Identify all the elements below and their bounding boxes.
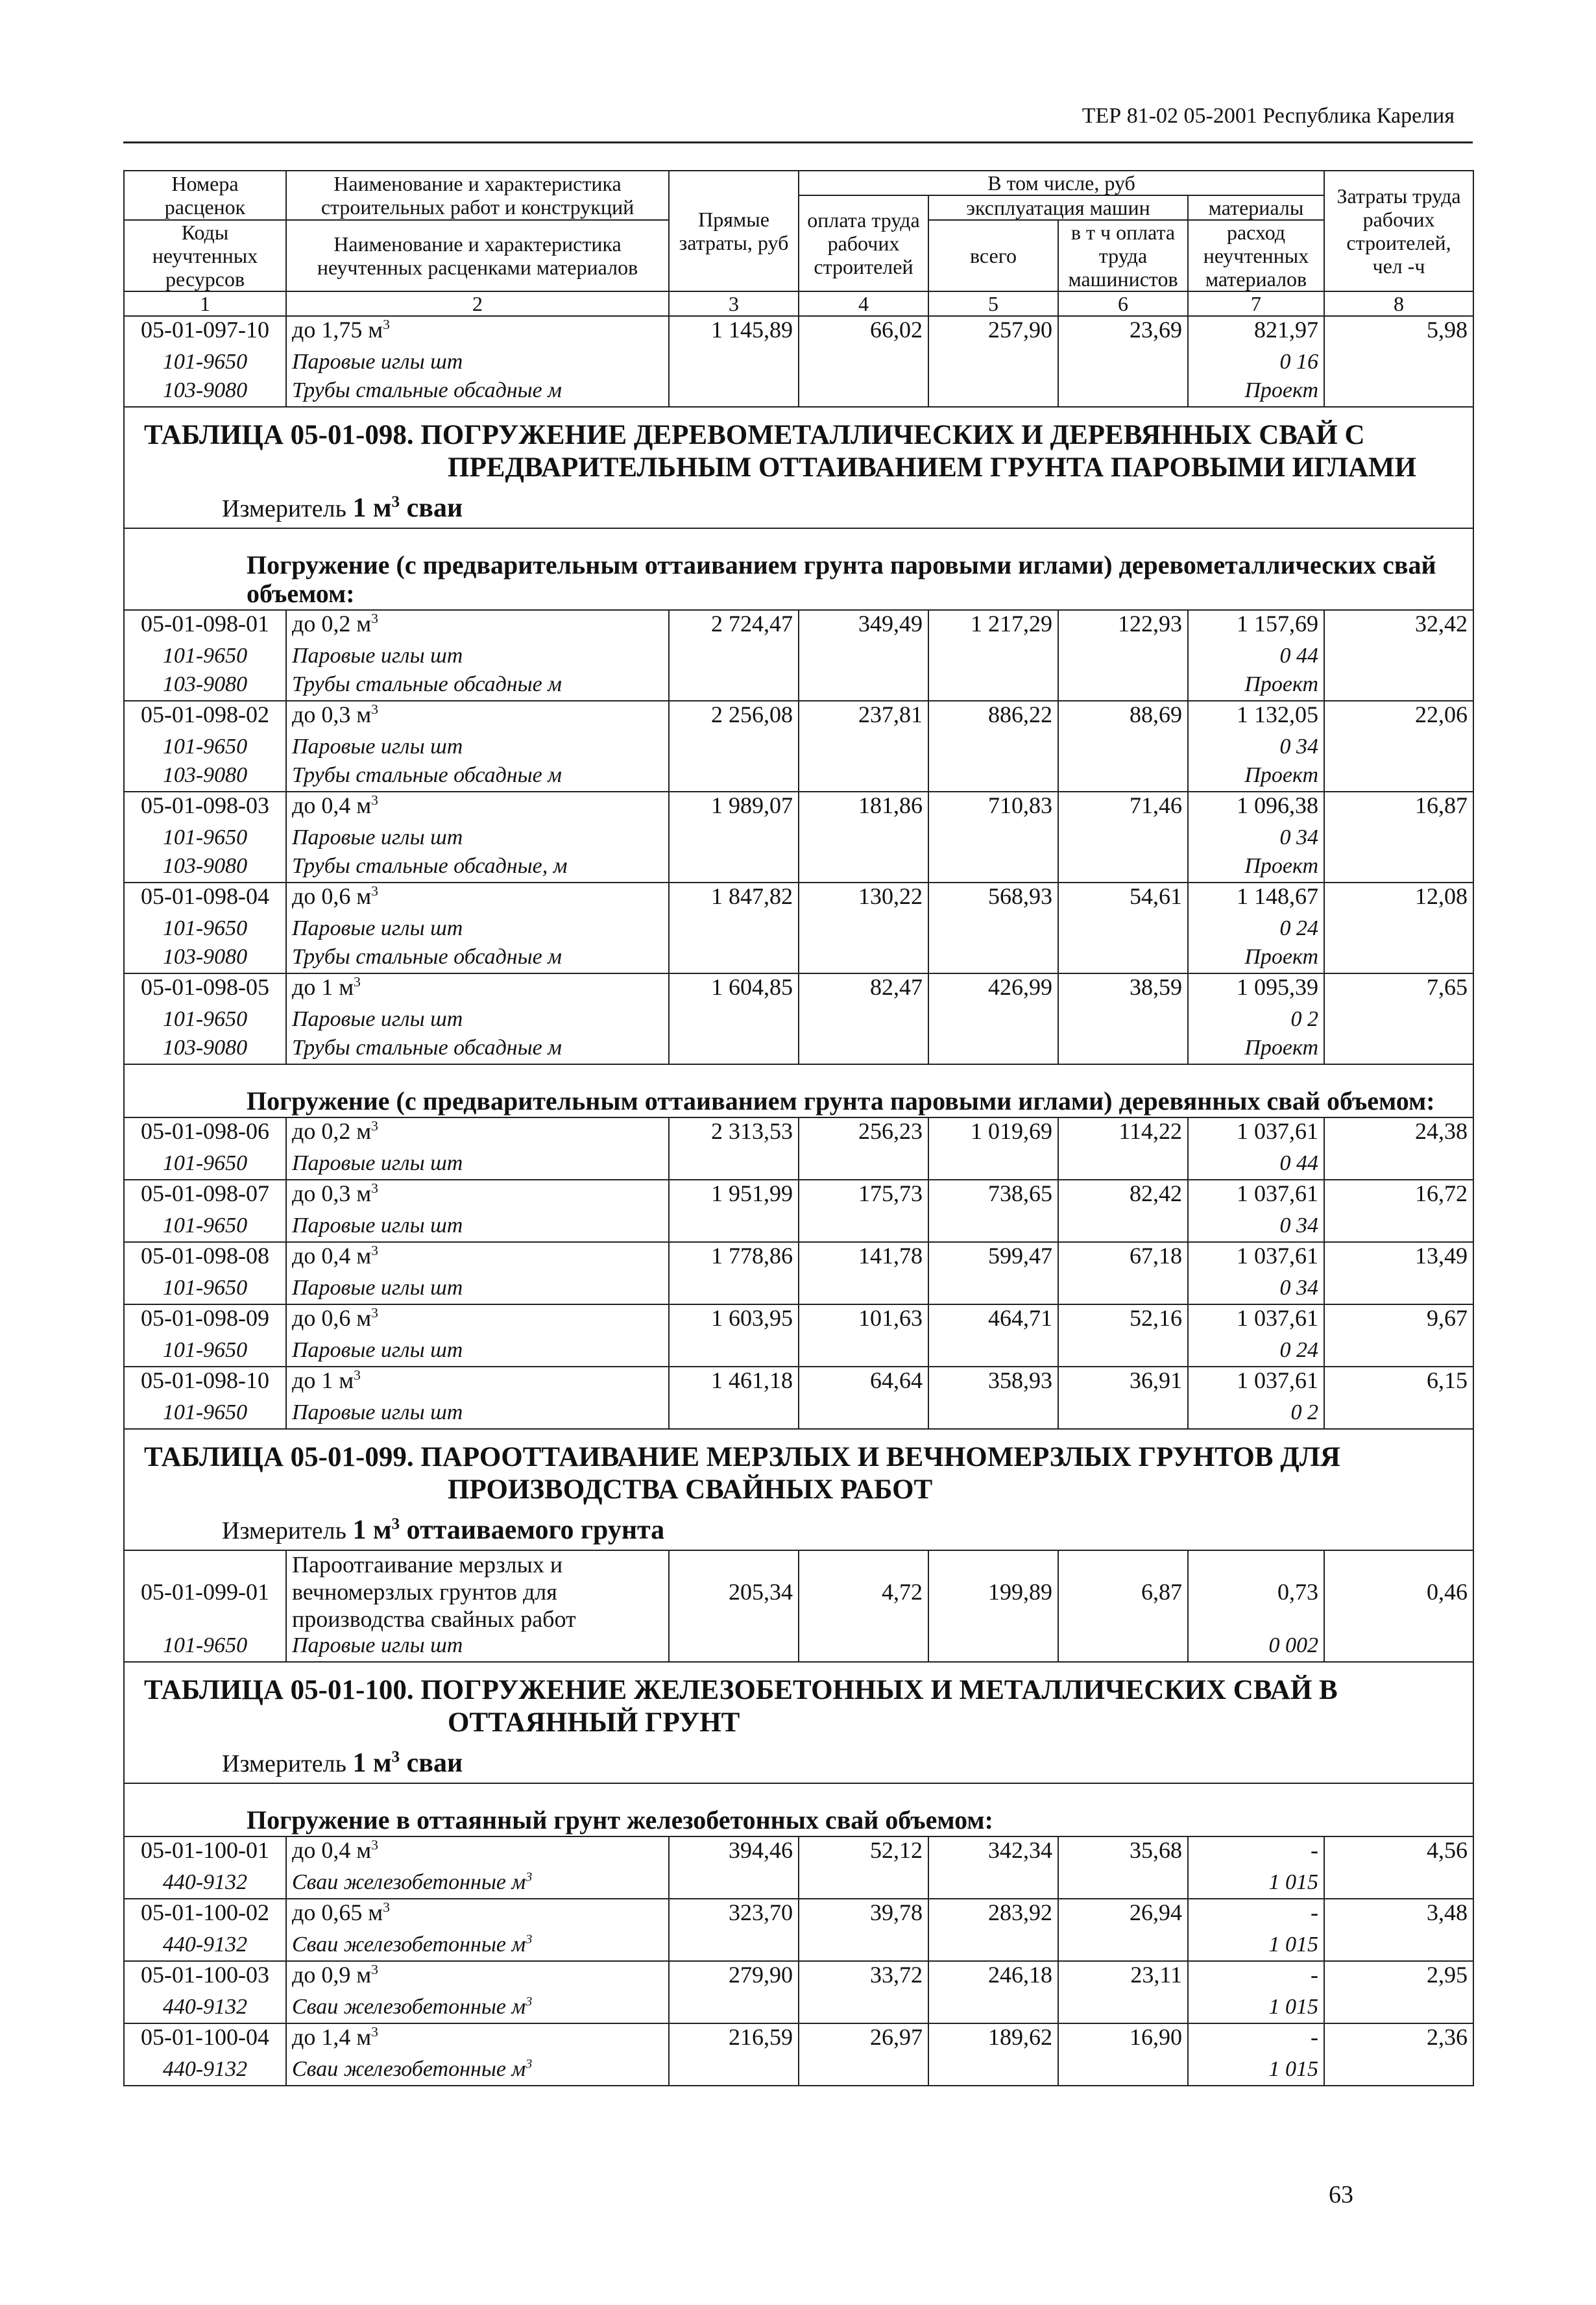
- direct-cost: 279,90: [669, 1961, 799, 1994]
- material-cost: 1 037,61: [1188, 1367, 1324, 1400]
- resource-row: [124, 1633, 1473, 1662]
- material-cost: 1 037,61: [1188, 1242, 1324, 1275]
- resource-use: 1 015: [1188, 1870, 1324, 1899]
- machine-pay: 16,90: [1058, 2023, 1188, 2056]
- material-cost: -: [1188, 2023, 1324, 2056]
- material-cost: 1 132,05: [1188, 701, 1324, 734]
- resource-row: [124, 825, 1473, 853]
- rate-code: 05-01-100-03: [124, 1961, 286, 1994]
- rate-name: Пароотгаивание мерзлых и вечномерзлых грунтов для производства свайных работ: [286, 1550, 669, 1633]
- col-num: 3: [669, 291, 799, 316]
- price-table-sheet: [123, 170, 1473, 2086]
- group-title: Погружение (с предварительным оттаиванием грунта паровыми иглами) деревянных свай объемом:: [124, 1064, 1473, 1117]
- table-row: [124, 610, 1473, 643]
- labor-hours: 13,49: [1324, 1242, 1473, 1275]
- resource-row: [124, 1400, 1473, 1429]
- table-row: [124, 2023, 1473, 2056]
- resource-name: Трубы стальные обсадные м: [286, 762, 669, 792]
- rate-name: до 0,3 $м^3$: [286, 1180, 669, 1213]
- table-row: [124, 1180, 1473, 1213]
- machine-cost: 257,90: [928, 316, 1058, 349]
- direct-cost: 1 951,99: [669, 1180, 799, 1213]
- machine-pay: 23,11: [1058, 1961, 1188, 1994]
- table-row: [124, 1117, 1473, 1151]
- rate-name: до 0,4 $м^3$: [286, 792, 669, 825]
- table-row: [124, 316, 1473, 349]
- machine-pay: 35,68: [1058, 1836, 1188, 1870]
- rate-name: до 0,2 $м^3$: [286, 610, 669, 643]
- labor-pay: 130,22: [799, 883, 928, 916]
- resource-name: Паровые иглы шт: [286, 643, 669, 672]
- resource-name: Паровые иглы шт: [286, 916, 669, 944]
- table-row: [124, 1242, 1473, 1275]
- rate-code: 05-01-098-09: [124, 1304, 286, 1337]
- resource-use: 0 44: [1188, 643, 1324, 672]
- resource-row: [124, 1275, 1473, 1304]
- resource-row: [124, 1337, 1473, 1367]
- machine-pay: 38,59: [1058, 973, 1188, 1006]
- labor-hours: 5,98: [1324, 316, 1473, 349]
- resource-code: 101-9650: [124, 1006, 286, 1035]
- resource-code: 440-9132: [124, 1870, 286, 1899]
- col-num: 4: [799, 291, 928, 316]
- machine-pay: 23,69: [1058, 316, 1188, 349]
- resource-name: Трубы стальные обсадные, м: [286, 853, 669, 883]
- resource-row: [124, 2056, 1473, 2086]
- resource-name: Сваи железобетонные $м^3$: [286, 1932, 669, 1961]
- labor-pay: 101,63: [799, 1304, 928, 1337]
- table-row: [124, 792, 1473, 825]
- resource-code: 103-9080: [124, 672, 286, 701]
- rate-code: 05-01-098-10: [124, 1367, 286, 1400]
- col-header-mat-use: расход неучтенных материалов: [1188, 220, 1324, 291]
- section-title-line2: ПРОИЗВОДСТВА СВАЙНЫХ РАБОТ: [448, 1474, 933, 1505]
- direct-cost: 205,34: [669, 1550, 799, 1633]
- direct-cost: 1 145,89: [669, 316, 799, 349]
- direct-cost: 394,46: [669, 1836, 799, 1870]
- labor-pay: 64,64: [799, 1367, 928, 1400]
- table-row: [124, 1899, 1473, 1932]
- resource-code: 101-9650: [124, 1213, 286, 1242]
- rate-code: 05-01-098-05: [124, 973, 286, 1006]
- labor-hours: 12,08: [1324, 883, 1473, 916]
- col-header-mach: эксплуатация машин: [928, 195, 1188, 220]
- labor-pay: 33,72: [799, 1961, 928, 1994]
- resource-code: 101-9650: [124, 825, 286, 853]
- labor-hours: 16,72: [1324, 1180, 1473, 1213]
- rate-name: до 1 $м^3$: [286, 973, 669, 1006]
- labor-pay: 256,23: [799, 1117, 928, 1151]
- resource-name: Паровые иглы шт: [286, 1337, 669, 1367]
- resource-row: [124, 349, 1473, 378]
- machine-cost: 199,89: [928, 1550, 1058, 1633]
- col-header-labor: Затраты труда рабочих строителей, чел -ч: [1324, 171, 1473, 291]
- price-table: [123, 170, 1474, 2086]
- rate-code: 05-01-098-02: [124, 701, 286, 734]
- resource-row: [124, 762, 1473, 792]
- labor-pay: 175,73: [799, 1180, 928, 1213]
- labor-pay: 237,81: [799, 701, 928, 734]
- direct-cost: 2 256,08: [669, 701, 799, 734]
- col-header-pay: оплата труда рабочих строителей: [799, 195, 928, 291]
- labor-pay: 4,72: [799, 1550, 928, 1633]
- labor-hours: 2,95: [1324, 1961, 1473, 1994]
- machine-pay: 67,18: [1058, 1242, 1188, 1275]
- machine-cost: 426,99: [928, 973, 1058, 1006]
- col-num: 8: [1324, 291, 1473, 316]
- machine-cost: 710,83: [928, 792, 1058, 825]
- resource-name: Паровые иглы шт: [286, 1151, 669, 1180]
- col-num: 6: [1058, 291, 1188, 316]
- machine-pay: 54,61: [1058, 883, 1188, 916]
- resource-row: [124, 1151, 1473, 1180]
- material-cost: 1 037,61: [1188, 1117, 1324, 1151]
- resource-code: 101-9650: [124, 1151, 286, 1180]
- resource-code: 101-9650: [124, 1337, 286, 1367]
- rate-name: до 0,9 $м^3$: [286, 1961, 669, 1994]
- machine-cost: 246,18: [928, 1961, 1058, 1994]
- material-cost: 1 157,69: [1188, 610, 1324, 643]
- material-cost: -: [1188, 1899, 1324, 1932]
- resource-use: Проект: [1188, 672, 1324, 701]
- table-row: [124, 1961, 1473, 1994]
- unit-of-measure: Измеритель 1 $м^3$ сваи: [222, 493, 463, 523]
- resource-name: Трубы стальные обсадные м: [286, 378, 669, 407]
- resource-code: 103-9080: [124, 762, 286, 792]
- resource-code: 101-9650: [124, 1400, 286, 1429]
- rate-code: 05-01-100-02: [124, 1899, 286, 1932]
- rate-name: до 0,4 $м^3$: [286, 1242, 669, 1275]
- machine-pay: 82,42: [1058, 1180, 1188, 1213]
- col-header-mach-pay: в т ч оплата труда машинистов: [1058, 220, 1188, 291]
- resource-code: 440-9132: [124, 2056, 286, 2086]
- resource-row: [124, 378, 1473, 407]
- direct-cost: 1 778,86: [669, 1242, 799, 1275]
- machine-cost: 568,93: [928, 883, 1058, 916]
- resource-use: 0 2: [1188, 1400, 1324, 1429]
- material-cost: 1 096,38: [1188, 792, 1324, 825]
- resource-code: 101-9650: [124, 734, 286, 762]
- labor-hours: 0,46: [1324, 1550, 1473, 1633]
- rate-code: 05-01-100-01: [124, 1836, 286, 1870]
- resource-use: 0 2: [1188, 1006, 1324, 1035]
- resource-name: Паровые иглы шт: [286, 825, 669, 853]
- resource-name: Сваи железобетонные $м^3$: [286, 1994, 669, 2023]
- resource-row: [124, 944, 1473, 973]
- resource-name: Трубы стальные обсадные м: [286, 1035, 669, 1064]
- rate-code: 05-01-098-01: [124, 610, 286, 643]
- resource-name: Паровые иглы шт: [286, 1633, 669, 1662]
- machine-pay: 6,87: [1058, 1550, 1188, 1633]
- rate-code: 05-01-098-08: [124, 1242, 286, 1275]
- direct-cost: 2 313,53: [669, 1117, 799, 1151]
- resource-use: 1 015: [1188, 1994, 1324, 2023]
- col-header-mach-all: всего: [928, 220, 1058, 291]
- labor-pay: 141,78: [799, 1242, 928, 1275]
- resource-code: 101-9650: [124, 349, 286, 378]
- col-num: 5: [928, 291, 1058, 316]
- machine-pay: 36,91: [1058, 1367, 1188, 1400]
- resource-use: Проект: [1188, 762, 1324, 792]
- resource-name: Сваи железобетонные $м^3$: [286, 2056, 669, 2086]
- column-numbers-row: [124, 291, 1473, 316]
- machine-pay: 114,22: [1058, 1117, 1188, 1151]
- labor-hours: 6,15: [1324, 1367, 1473, 1400]
- rate-name: до 0,6 $м^3$: [286, 1304, 669, 1337]
- rate-name: до 1,75 $м^3$: [286, 316, 669, 349]
- resource-row: [124, 643, 1473, 672]
- rate-code: 05-01-099-01: [124, 1550, 286, 1633]
- resource-row: [124, 1213, 1473, 1242]
- table-row: [124, 1367, 1473, 1400]
- material-cost: 0,73: [1188, 1550, 1324, 1633]
- resource-name: Паровые иглы шт: [286, 1275, 669, 1304]
- material-cost: 1 148,67: [1188, 883, 1324, 916]
- resource-use: 0 24: [1188, 916, 1324, 944]
- rate-name: до 0,6 $м^3$: [286, 883, 669, 916]
- resource-use: 0 16: [1188, 349, 1324, 378]
- document-header: ТЕР 81-02 05-2001 Республика Карелия: [1082, 104, 1455, 128]
- machine-cost: 358,93: [928, 1367, 1058, 1400]
- machine-cost: 464,71: [928, 1304, 1058, 1337]
- group-title: Погружение в оттаянный грунт железобетонных свай объемом:: [124, 1783, 1473, 1836]
- rate-name: до 0,4 $м^3$: [286, 1836, 669, 1870]
- labor-hours: 16,87: [1324, 792, 1473, 825]
- material-cost: 821,97: [1188, 316, 1324, 349]
- section-title-line1: ТАБЛИЦА 05-01-100. ПОГРУЖЕНИЕ ЖЕЛЕЗОБЕТОННЫХ И МЕТАЛЛИЧЕСКИХ СВАЙ В: [144, 1675, 1338, 1705]
- resource-row: [124, 1994, 1473, 2023]
- labor-pay: 52,12: [799, 1836, 928, 1870]
- labor-pay: 66,02: [799, 316, 928, 349]
- resource-code: 101-9650: [124, 1275, 286, 1304]
- resource-code: 103-9080: [124, 944, 286, 973]
- direct-cost: 2 724,47: [669, 610, 799, 643]
- material-cost: 1 037,61: [1188, 1180, 1324, 1213]
- table-row: [124, 973, 1473, 1006]
- direct-cost: 1 989,07: [669, 792, 799, 825]
- machine-pay: 88,69: [1058, 701, 1188, 734]
- rate-code: 05-01-100-04: [124, 2023, 286, 2056]
- resource-row: [124, 1932, 1473, 1961]
- resource-use: 0 24: [1188, 1337, 1324, 1367]
- machine-cost: 738,65: [928, 1180, 1058, 1213]
- resource-row: [124, 1035, 1473, 1064]
- labor-pay: 349,49: [799, 610, 928, 643]
- resource-name: Паровые иглы шт: [286, 1006, 669, 1035]
- resource-name: Паровые иглы шт: [286, 1213, 669, 1242]
- table-row: [124, 1836, 1473, 1870]
- direct-cost: 1 603,95: [669, 1304, 799, 1337]
- resource-row: [124, 853, 1473, 883]
- table-section-title: [124, 1429, 1473, 1550]
- resource-code: 101-9650: [124, 1633, 286, 1662]
- section-title-line1: ТАБЛИЦА 05-01-098. ПОГРУЖЕНИЕ ДЕРЕВОМЕТАЛЛИЧЕСКИХ И ДЕРЕВЯННЫХ СВАЙ С: [144, 420, 1365, 450]
- labor-hours: 3,48: [1324, 1899, 1473, 1932]
- resource-use: Проект: [1188, 378, 1324, 407]
- resource-code: 103-9080: [124, 1035, 286, 1064]
- machine-cost: 283,92: [928, 1899, 1058, 1932]
- col-num: 2: [286, 291, 669, 316]
- resource-row: [124, 672, 1473, 701]
- machine-cost: 886,22: [928, 701, 1058, 734]
- resource-use: 0 34: [1188, 1275, 1324, 1304]
- col-header-name: Наименование и характеристика строительных работ и конструкций: [286, 171, 669, 220]
- rate-code: 05-01-098-04: [124, 883, 286, 916]
- machine-cost: 599,47: [928, 1242, 1058, 1275]
- labor-hours: 24,38: [1324, 1117, 1473, 1151]
- resource-code: 101-9650: [124, 916, 286, 944]
- unit-of-measure: Измеритель 1 $м^3$ сваи: [222, 1748, 463, 1778]
- resource-code: 103-9080: [124, 378, 286, 407]
- rate-name: до 0,3 $м^3$: [286, 701, 669, 734]
- machine-cost: 1 217,29: [928, 610, 1058, 643]
- rate-name: до 1,4 $м^3$: [286, 2023, 669, 2056]
- resource-name: Паровые иглы шт: [286, 1400, 669, 1429]
- resource-code: 440-9132: [124, 1932, 286, 1961]
- resource-use: 0 44: [1188, 1151, 1324, 1180]
- resource-code: 103-9080: [124, 853, 286, 883]
- unit-of-measure: Измеритель 1 $м^3$ оттаиваемого грунта: [222, 1515, 665, 1545]
- direct-cost: 323,70: [669, 1899, 799, 1932]
- table-row: [124, 883, 1473, 916]
- section-title-line2: ПРЕДВАРИТЕЛЬНЫМ ОТТАИВАНИЕМ ГРУНТА ПАРОВЫМИ ИГЛАМИ: [448, 452, 1417, 483]
- group-title: Погружение (с предварительным оттаиванием грунта паровыми иглами) деревометаллических свай объемом:: [124, 528, 1473, 610]
- rate-name: до 0,2 $м^3$: [286, 1117, 669, 1151]
- labor-hours: 9,67: [1324, 1304, 1473, 1337]
- rate-code: 05-01-098-03: [124, 792, 286, 825]
- resource-use: Проект: [1188, 944, 1324, 973]
- machine-pay: 71,46: [1058, 792, 1188, 825]
- resource-code: 440-9132: [124, 1994, 286, 2023]
- material-cost: 1 037,61: [1188, 1304, 1324, 1337]
- labor-hours: 2,36: [1324, 2023, 1473, 2056]
- resource-use: 0 34: [1188, 1213, 1324, 1242]
- resource-use: Проект: [1188, 1035, 1324, 1064]
- page-number: 63: [1329, 2181, 1353, 2208]
- section-title-line2: ОТТАЯННЫЙ ГРУНТ: [448, 1707, 740, 1738]
- resource-use: Проект: [1188, 853, 1324, 883]
- labor-pay: 39,78: [799, 1899, 928, 1932]
- resource-name: Сваи железобетонные $м^3$: [286, 1870, 669, 1899]
- col-header-codes: Номера расценок: [124, 171, 286, 220]
- rate-code: 05-01-098-06: [124, 1117, 286, 1151]
- col-num: 1: [124, 291, 286, 316]
- section-title-line1: ТАБЛИЦА 05-01-099. ПАРООТТАИВАНИЕ МЕРЗЛЫХ И ВЕЧНОМЕРЗЛЫХ ГРУНТОВ ДЛЯ: [144, 1442, 1340, 1472]
- resource-use: 1 015: [1188, 1932, 1324, 1961]
- labor-pay: 26,97: [799, 2023, 928, 2056]
- resource-name: Паровые иглы шт: [286, 349, 669, 378]
- material-cost: -: [1188, 1836, 1324, 1870]
- col-num: 7: [1188, 291, 1324, 316]
- rate-code: 05-01-097-10: [124, 316, 286, 349]
- col-header-mat-name: Наименование и характеристика неучтенных расценками материалов: [286, 220, 669, 291]
- direct-cost: 1 604,85: [669, 973, 799, 1006]
- table-row: [124, 1304, 1473, 1337]
- table-section-title: [124, 407, 1473, 528]
- resource-name: Трубы стальные обсадные м: [286, 672, 669, 701]
- resource-use: 0 34: [1188, 825, 1324, 853]
- table-row: [124, 701, 1473, 734]
- machine-cost: 1 019,69: [928, 1117, 1058, 1151]
- resource-use: 0 002: [1188, 1633, 1324, 1662]
- resource-row: [124, 734, 1473, 762]
- rate-code: 05-01-098-07: [124, 1180, 286, 1213]
- resource-code: 101-9650: [124, 643, 286, 672]
- labor-hours: 22,06: [1324, 701, 1473, 734]
- direct-cost: 1 847,82: [669, 883, 799, 916]
- labor-hours: 32,42: [1324, 610, 1473, 643]
- rate-name: до 0,65 $м^3$: [286, 1899, 669, 1932]
- col-header-mat: материалы: [1188, 195, 1324, 220]
- material-cost: 1 095,39: [1188, 973, 1324, 1006]
- direct-cost: 216,59: [669, 2023, 799, 2056]
- resource-use: 1 015: [1188, 2056, 1324, 2086]
- resource-row: [124, 1870, 1473, 1899]
- resource-name: Паровые иглы шт: [286, 734, 669, 762]
- labor-hours: 7,65: [1324, 973, 1473, 1006]
- machine-pay: 26,94: [1058, 1899, 1188, 1932]
- header-rule: [123, 141, 1473, 143]
- labor-pay: 82,47: [799, 973, 928, 1006]
- rate-name: до 1 $м^3$: [286, 1367, 669, 1400]
- machine-pay: 52,16: [1058, 1304, 1188, 1337]
- table-section-title: [124, 1662, 1473, 1783]
- resource-use: 0 34: [1188, 734, 1324, 762]
- col-header-incl: В том числе, руб: [799, 171, 1324, 195]
- material-cost: -: [1188, 1961, 1324, 1994]
- resource-name: Трубы стальные обсадные м: [286, 944, 669, 973]
- machine-cost: 342,34: [928, 1836, 1058, 1870]
- table-row: [124, 1550, 1473, 1633]
- labor-hours: 4,56: [1324, 1836, 1473, 1870]
- direct-cost: 1 461,18: [669, 1367, 799, 1400]
- machine-pay: 122,93: [1058, 610, 1188, 643]
- machine-cost: 189,62: [928, 2023, 1058, 2056]
- col-header-res-codes: Коды неучтенных ресурсов: [124, 220, 286, 291]
- resource-row: [124, 1006, 1473, 1035]
- resource-row: [124, 916, 1473, 944]
- labor-pay: 181,86: [799, 792, 928, 825]
- col-header-direct: Прямые затраты, руб: [669, 171, 799, 291]
